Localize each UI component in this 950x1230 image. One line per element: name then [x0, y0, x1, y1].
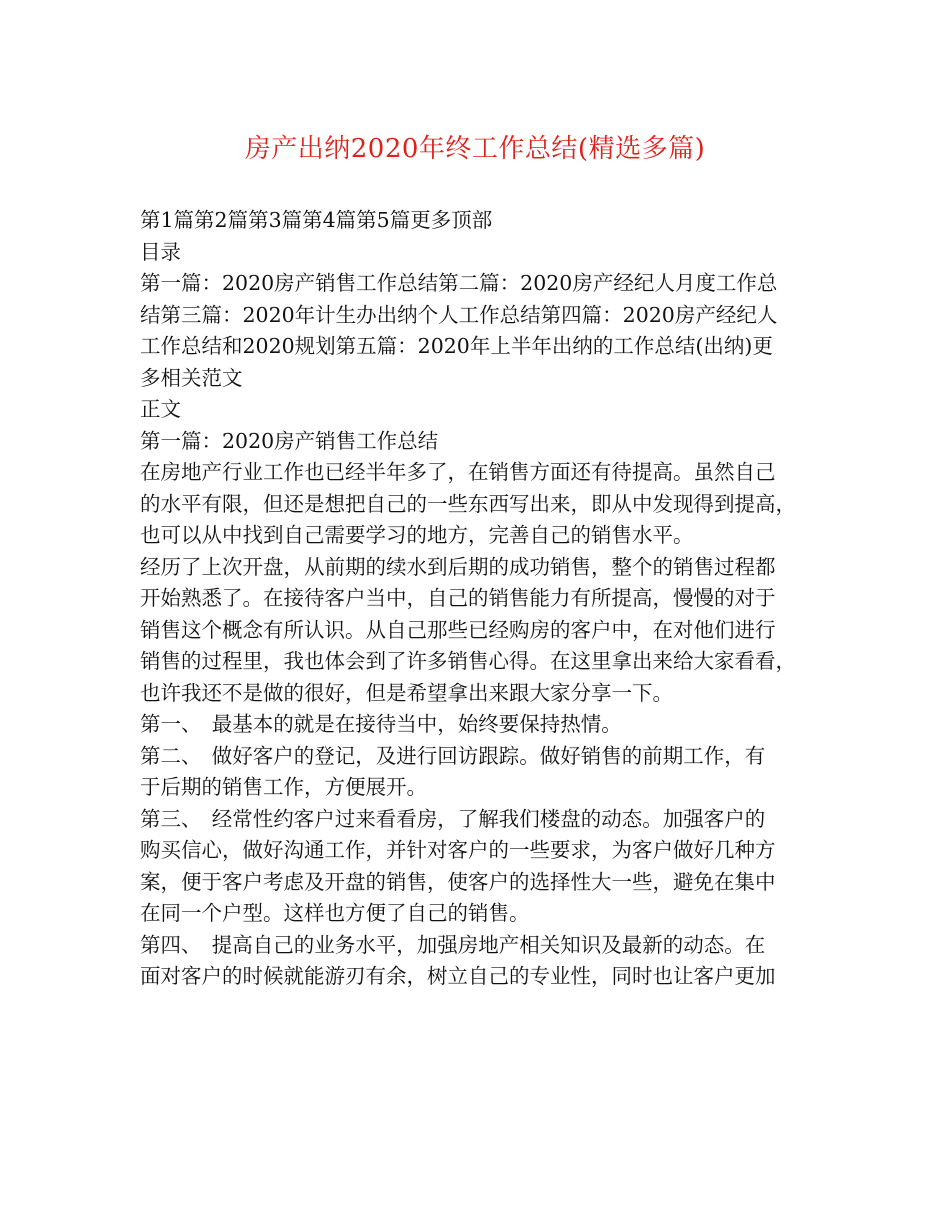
paragraph-line: 也许我还不是做的很好，但是希望拿出来跟大家分享一下。 — [140, 680, 673, 705]
paragraph-line: 也可以从中找到自己需要学习的地方，完善自己的销售水平。 — [140, 523, 694, 547]
list-item-line: 第一、 最基本的就是在接待当中，始终要保持热情。 — [140, 712, 622, 736]
list-item-line: 于后期的销售工作，方便展开。 — [140, 775, 427, 799]
paragraph-line: 经历了上次开盘，从前期的续水到后期的成功销售，整个的销售过程都 — [140, 554, 776, 579]
toc-line: 第一篇：2020房产销售工作总结第二篇：2020房产经纪人月度工作总 — [140, 271, 778, 295]
paragraph-line: 销售这个概念有所认识。从自己那些已经购房的客户中，在对他们进行 — [140, 617, 776, 642]
list-item-line: 在同一个户型。这样也方便了自己的销售。 — [140, 901, 530, 925]
paragraph-line: 销售的过程里，我也体会到了许多销售心得。在这里拿出来给大家看看， — [140, 649, 796, 673]
document-body — [140, 205, 830, 993]
list-item-line: 面对客户的时候就能游刃有余，树立自己的专业性，同时也让客户更加 — [140, 964, 776, 988]
toc-nav-links: 第1篇第2篇第3篇第4篇第5篇更多顶部 — [140, 208, 493, 232]
list-item-line: 购买信心，做好沟通工作，并针对客户的一些要求，为客户做好几种方 — [140, 838, 776, 862]
toc-line: 多相关范文 — [140, 365, 243, 390]
list-item-line: 第四、 提高自己的业务水平，加强房地产相关知识及最新的动态。在 — [140, 932, 766, 957]
list-item-line: 第三、 经常性约客户过来看看房，了解我们楼盘的动态。加强客户的 — [140, 806, 766, 831]
list-item-line: 第二、 做好客户的登记，及进行回访跟踪。做好销售的前期工作，有 — [140, 743, 766, 768]
article-heading: 第一篇：2020房产销售工作总结 — [140, 428, 439, 453]
toc-line: 结第三篇：2020年计生办出纳个人工作总结第四篇：2020房产经纪人 — [140, 302, 778, 327]
document-title: 房产出纳2020年终工作总结(精选多篇) — [244, 134, 706, 164]
paragraph-line: 的水平有限，但还是想把自己的一些东西写出来，即从中发现得到提高， — [140, 491, 796, 516]
section-heading: 正文 — [140, 397, 181, 421]
paragraph-line: 在房地产行业工作也已经半年多了，在销售方面还有待提高。虽然自己 — [140, 460, 776, 484]
paragraph-line: 开始熟悉了。在接待客户当中，自己的销售能力有所提高，慢慢的对于 — [140, 586, 776, 610]
toc-line: 工作总结和2020规划第五篇：2020年上半年出纳的工作总结(出纳)更 — [140, 334, 773, 358]
list-item-line: 案，便于客户考虑及开盘的销售，使客户的选择性大一些，避免在集中 — [140, 869, 776, 894]
toc-heading: 目录 — [140, 239, 181, 264]
